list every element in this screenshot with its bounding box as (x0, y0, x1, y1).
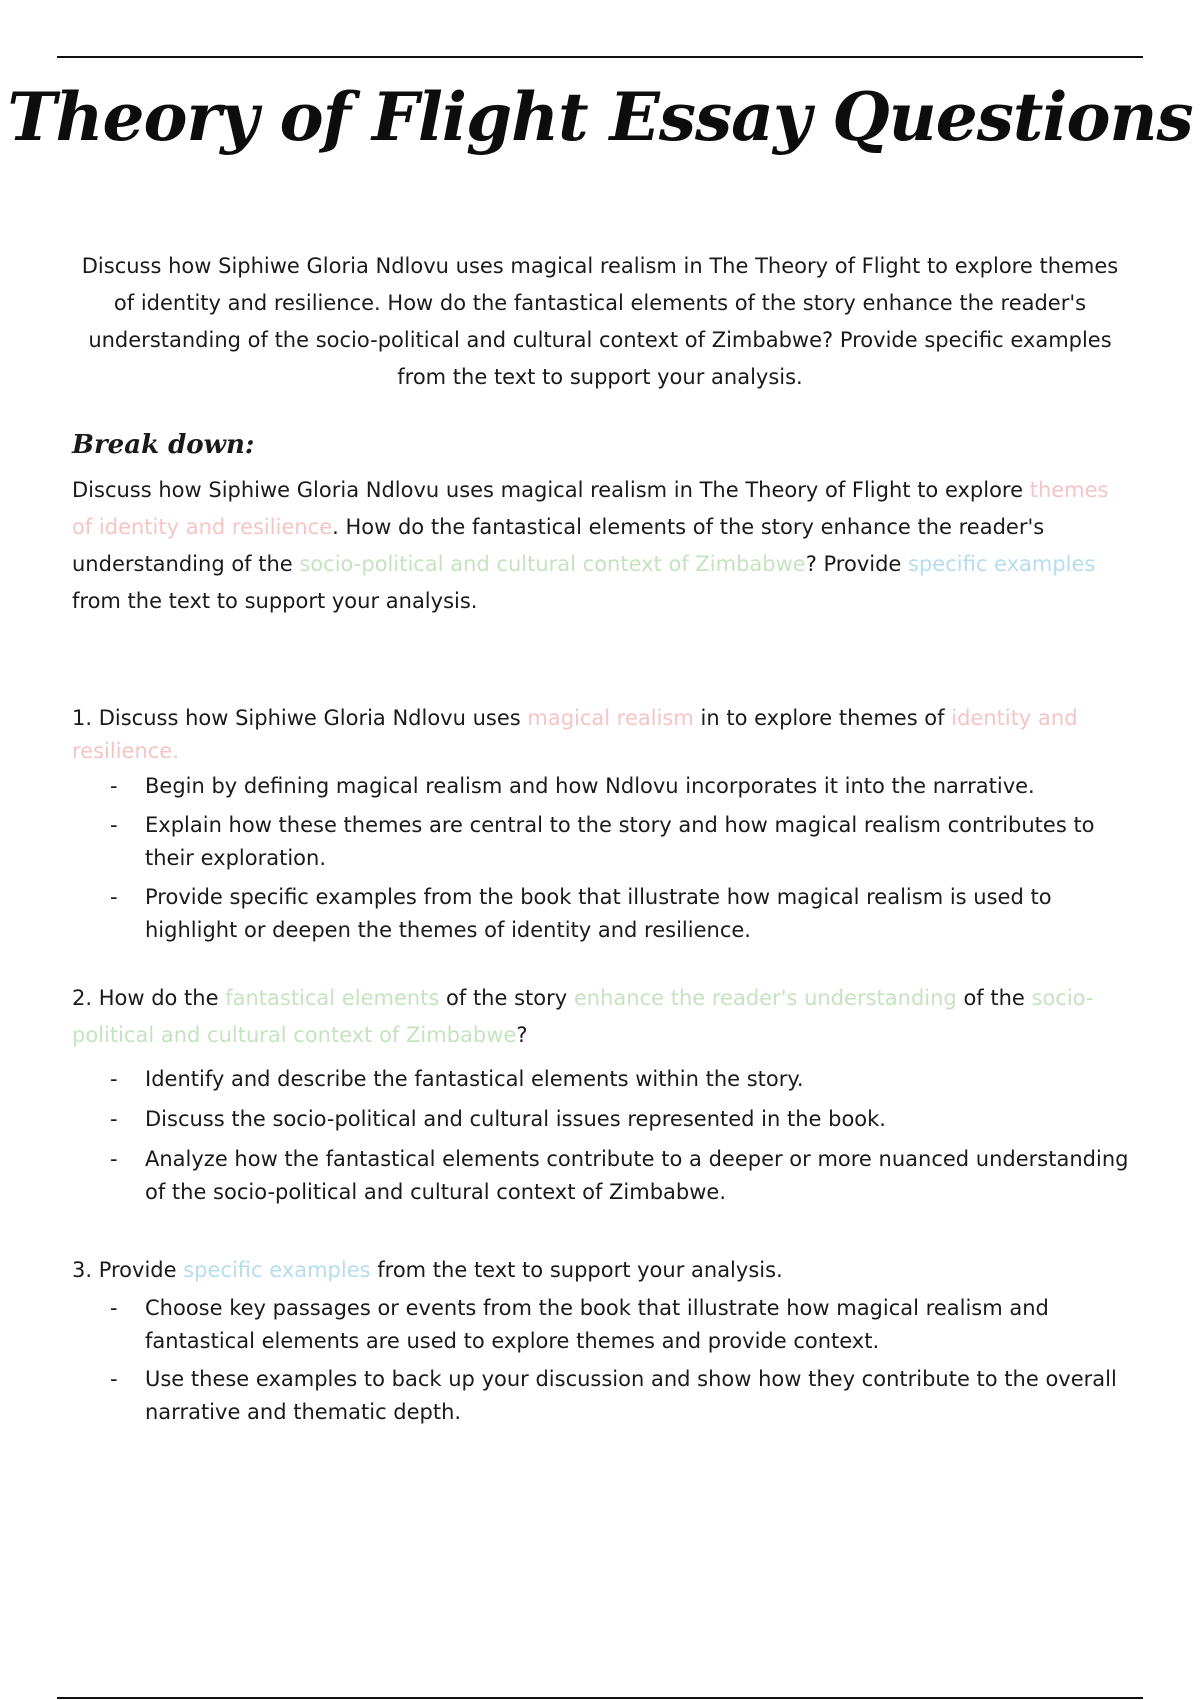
question-2-bullets (72, 1063, 1132, 1216)
bullet-dash: - (110, 1067, 118, 1091)
bullet-dash: - (110, 885, 118, 909)
bullet-text: Begin by defining magical realism and how Ndlovu incorporates it into the narrative. (145, 774, 1035, 798)
question-2 (72, 980, 1132, 1054)
list-item (72, 1063, 1132, 1096)
highlight-context-zimbabwe: socio-political and cultural context of Zimbabwe (299, 552, 806, 576)
top-rule (57, 56, 1143, 58)
highlight-enhance-understanding: enhance the reader's understanding (573, 986, 957, 1010)
question-text: 1. Discuss how Siphiwe Gloria Ndlovu uses (72, 706, 528, 730)
breakdown-text: from the text to support your analysis. (72, 589, 478, 613)
breakdown-text: ? Provide (805, 552, 909, 576)
highlight-magical-realism: magical realism (527, 706, 694, 730)
bullet-text: Explain how these themes are central to the story and how magical realism contributes to their exploration. (145, 813, 1095, 870)
bullet-dash: - (110, 1367, 118, 1391)
highlight-fantastical-elements: fantastical elements (225, 986, 440, 1010)
question-text: of the story (439, 986, 574, 1010)
bullet-text: Provide specific examples from the book that illustrate how magical realism is used to highlight or deepen the themes of identity and resilience. (145, 885, 1052, 942)
breakdown-text: . How do the fantastical elements of the story enhance the reader's understanding of the (72, 515, 1045, 576)
list-item (72, 1143, 1132, 1209)
list-item (72, 881, 1132, 947)
list-item (72, 770, 1132, 803)
bullet-dash: - (110, 813, 118, 837)
bullet-text: Use these examples to back up your discussion and show how they contribute to the overall narrative and thematic depth. (145, 1367, 1117, 1424)
breakdown-heading: Break down: (72, 430, 255, 460)
question-3 (72, 1254, 1132, 1287)
highlight-specific-examples: specific examples (183, 1258, 371, 1282)
question-1 (72, 702, 1132, 768)
highlight-identity-resilience: themes of identity and resilience (72, 478, 1109, 539)
question-text: of the (956, 986, 1032, 1010)
question-text: from the text to support your analysis. (370, 1258, 783, 1282)
bullet-dash: - (110, 1147, 118, 1171)
question-3-bullets (72, 1292, 1132, 1434)
question-text: in to explore themes of (693, 706, 952, 730)
highlight-context-zimbabwe: socio-political and cultural context of Zimbabwe (72, 986, 1094, 1047)
intro-paragraph: Discuss how Siphiwe Gloria Ndlovu uses magical realism in The Theory of Flight to explore themes of identity and resilience. How do the fantastical elements of the story enhance the reader's understanding of the socio-political and cultural context of Zimbabwe? Provide specific examples from the text to support your analysis. (81, 254, 1119, 389)
list-item (72, 1363, 1132, 1429)
bullet-text: Analyze how the fantastical elements contribute to a deeper or more nuanced understanding of the socio-political and cultural context of Zimbabwe. (145, 1147, 1129, 1204)
bullet-dash: - (110, 1107, 118, 1131)
list-item (72, 809, 1132, 875)
breakdown-paragraph (72, 472, 1132, 620)
list-item (72, 1292, 1132, 1358)
question-text: 3. Provide (72, 1258, 184, 1282)
bullet-dash: - (110, 774, 118, 798)
highlight-specific-examples: specific examples (908, 552, 1096, 576)
question-1-bullets (72, 770, 1132, 953)
breakdown-text: Discuss how Siphiwe Gloria Ndlovu uses magical realism in The Theory of Flight to explore (72, 478, 1030, 502)
bullet-dash: - (110, 1296, 118, 1320)
bullet-text: Choose key passages or events from the book that illustrate how magical realism and fantastical elements are used to explore themes and provide context. (145, 1296, 1049, 1353)
list-item (72, 1103, 1132, 1136)
bullet-text: Discuss the socio-political and cultural issues represented in the book. (145, 1107, 886, 1131)
bullet-text: Identify and describe the fantastical elements within the story. (145, 1067, 804, 1091)
question-text: ? (516, 1023, 528, 1047)
page-title: Theory of Flight Essay Questions (7, 78, 1193, 156)
bottom-rule (57, 1697, 1143, 1699)
question-text: 2. How do the (72, 986, 226, 1010)
highlight-identity-resilience: identity and resilience. (72, 706, 1078, 763)
